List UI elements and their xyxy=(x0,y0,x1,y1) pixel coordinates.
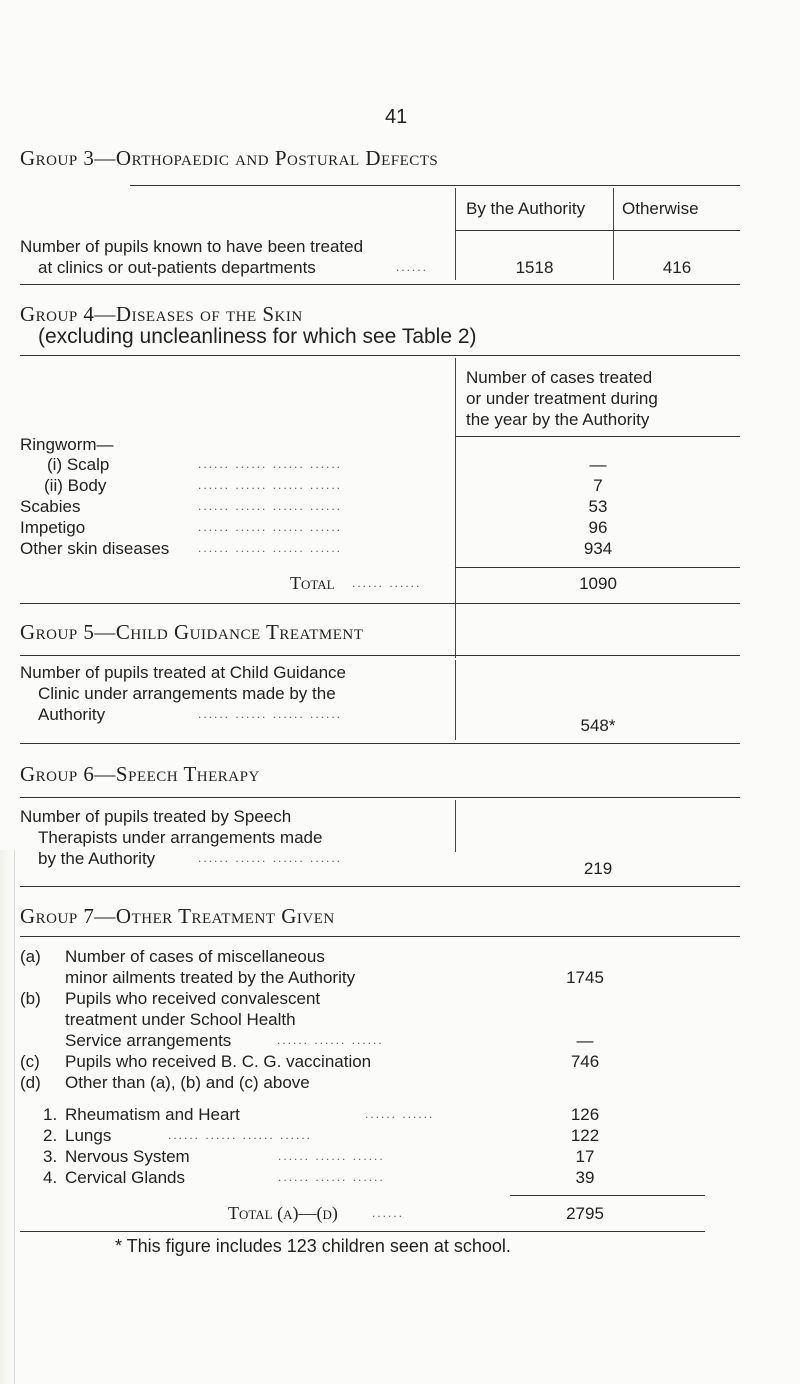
group5-label-1: Number of pupils treated at Child Guidance xyxy=(20,663,347,682)
group7-bottom-rule xyxy=(20,1231,705,1232)
group4-total-label: Total xyxy=(290,573,335,593)
leader-dots: ...... ...... ...... xyxy=(278,1170,385,1184)
group3-value-authority: 1518 xyxy=(515,258,554,277)
group5-bottom-rule xyxy=(20,743,740,744)
group7-item-value: 39 xyxy=(575,1168,595,1187)
page-number: 41 xyxy=(385,106,408,128)
group7-item-number: 2. xyxy=(43,1126,58,1145)
group7-b-value: — xyxy=(576,1031,594,1050)
group3-heading: Group 3—Orthopaedic and Postural Defects xyxy=(20,146,439,170)
group7-c-letter: (c) xyxy=(20,1052,40,1071)
group7-d-label: Other than (a), (b) and (c) above xyxy=(65,1073,310,1092)
leader-dots: ...... ...... xyxy=(352,576,422,590)
leader-dots: ...... ...... ...... xyxy=(277,1033,384,1047)
group5-top-rule xyxy=(20,655,740,656)
group7-a-label-2: minor ailments treated by the Authority xyxy=(65,968,356,987)
group3-top-rule xyxy=(130,185,740,186)
leader-dots: ...... ...... ...... ...... xyxy=(198,541,343,555)
group6-heading: Group 6—Speech Therapy xyxy=(20,762,260,786)
group4-top-rule xyxy=(20,355,740,356)
group4-bottom-rule xyxy=(20,603,740,604)
group4-row-label: Impetigo xyxy=(20,518,86,537)
group3-row-label-1: Number of pupils known to have been treated xyxy=(20,237,364,256)
group5-label-2: Clinic under arrangements made by the xyxy=(38,684,336,703)
group7-b-label-3: Service arrangements xyxy=(65,1031,232,1050)
leader-dots: ...... ...... ...... ...... xyxy=(198,707,343,721)
group4-row-label: Other skin diseases xyxy=(20,539,170,558)
group7-item-value: 122 xyxy=(570,1126,600,1145)
group6-top-rule xyxy=(20,797,740,798)
group4-ringworm-label: Ringworm— xyxy=(20,435,114,454)
group5-label-3: Authority xyxy=(38,705,106,724)
group7-item-value: 126 xyxy=(570,1105,600,1124)
leader-dots: ...... ...... ...... ...... xyxy=(168,1128,313,1142)
leader-dots: ...... xyxy=(372,1206,405,1220)
group3-value-otherwise: 416 xyxy=(662,258,692,277)
group7-item-number: 1. xyxy=(43,1105,58,1124)
group7-total-value: 2795 xyxy=(566,1204,604,1223)
leader-dots: ...... ...... ...... xyxy=(278,1149,385,1163)
leader-dots: ...... ...... xyxy=(365,1107,435,1121)
group4-row-value: 96 xyxy=(588,518,608,537)
group4-col-line-2: or under treatment during xyxy=(466,389,658,408)
group4-col-line-1: Number of cases treated xyxy=(466,368,653,387)
group7-top-rule xyxy=(20,936,740,937)
group4-row-label: (ii) Body xyxy=(44,476,107,495)
group3-bottom-rule xyxy=(20,284,740,285)
leader-dots: ...... xyxy=(396,260,429,274)
group4-heading: Group 4—Diseases of the Skin xyxy=(20,302,303,326)
group6-divider xyxy=(455,800,456,852)
group3-row-label-2: at clinics or out-patients departments xyxy=(38,258,316,277)
page-spine-shadow xyxy=(0,850,15,1384)
group4-total-value: 1090 xyxy=(579,574,617,593)
group4-row-value: — xyxy=(589,455,607,474)
group5-heading: Group 5—Child Guidance Treatment xyxy=(20,620,364,644)
group6-label-2: Therapists under arrangements made xyxy=(38,828,323,847)
group7-item-label: Nervous System xyxy=(65,1147,190,1166)
group7-b-label-1: Pupils who received convalescent xyxy=(65,989,321,1008)
group7-total-rule xyxy=(510,1195,705,1196)
group7-item-value: 17 xyxy=(575,1147,595,1166)
group4-col-line-3: the year by the Authority xyxy=(466,410,650,429)
group6-label-3: by the Authority xyxy=(38,849,156,868)
group4-row-value: 7 xyxy=(593,476,603,495)
group3-col-authority: By the Authority xyxy=(466,199,586,218)
group4-total-rule xyxy=(455,567,740,568)
group3-col-otherwise: Otherwise xyxy=(622,199,699,218)
group4-row-label: (i) Scalp xyxy=(47,455,110,474)
group7-item-label: Rheumatism and Heart xyxy=(65,1105,240,1124)
group7-item-number: 4. xyxy=(43,1168,58,1187)
group7-total-label: Total (a)—(d) xyxy=(228,1203,338,1223)
leader-dots: ...... ...... ...... ...... xyxy=(198,851,343,865)
group4-row-label: Scabies xyxy=(20,497,81,516)
group7-b-letter: (b) xyxy=(20,989,41,1008)
group6-bottom-rule xyxy=(20,886,740,887)
leader-dots: ...... ...... ...... ...... xyxy=(198,478,343,492)
group7-c-label: Pupils who received B. C. G. vaccination xyxy=(65,1052,372,1071)
group6-label-1: Number of pupils treated by Speech xyxy=(20,807,292,826)
leader-dots: ...... ...... ...... ...... xyxy=(198,499,343,513)
group4-subheading: (excluding uncleanliness for which see Table 2) xyxy=(38,325,477,348)
group7-b-label-2: treatment under School Health xyxy=(65,1010,296,1029)
group7-item-label: Lungs xyxy=(65,1126,112,1145)
group4-row-value: 53 xyxy=(588,497,608,516)
group3-header-rule xyxy=(455,230,740,231)
group7-a-label-1: Number of cases of miscellaneous xyxy=(65,947,325,966)
group7-a-value: 1745 xyxy=(566,968,604,987)
leader-dots: ...... ...... ...... ...... xyxy=(198,520,343,534)
group7-heading: Group 7—Other Treatment Given xyxy=(20,904,335,928)
leader-dots: ...... ...... ...... ...... xyxy=(198,457,343,471)
group6-value: 219 xyxy=(583,859,613,878)
group4-row-value: 934 xyxy=(583,539,613,558)
group7-d-letter: (d) xyxy=(20,1073,41,1092)
group7-c-value: 746 xyxy=(570,1052,600,1071)
group7-item-number: 3. xyxy=(43,1147,58,1166)
group7-a-letter: (a) xyxy=(20,947,41,966)
group5-value: 548* xyxy=(580,716,616,735)
group7-item-label: Cervical Glands xyxy=(65,1168,185,1187)
group4-header-rule xyxy=(455,436,740,437)
footnote: * This figure includes 123 children seen at school. xyxy=(115,1236,511,1256)
